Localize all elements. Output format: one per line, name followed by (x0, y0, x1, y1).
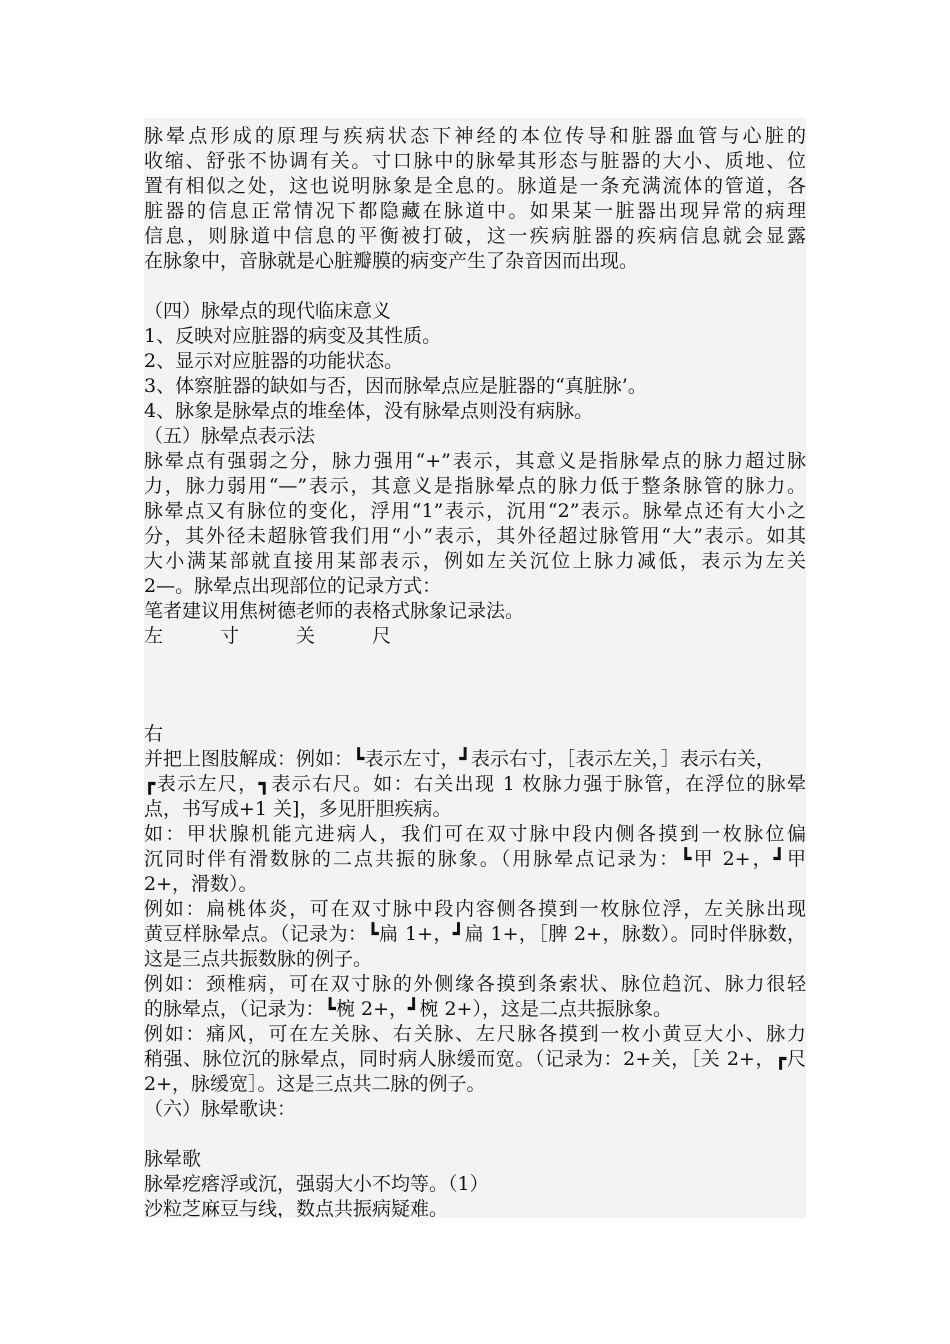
paragraph-line: 大小满某部就直接用某部表示，例如左关沉位上脉力减低，表示为左关 (144, 550, 806, 572)
paragraph-line: 置有相似之处，这也说明脉象是全息的。脉道是一条充满流体的管道，各 (144, 175, 806, 197)
paragraph-line: 在脉象中，音脉就是心脏瓣膜的病变产生了杂音因而出现。 (144, 250, 639, 272)
paragraph-line: 力，脉力弱用“—”表示，其意义是指脉晕点的脉力低于整条脉管的脉力。 (144, 475, 806, 497)
paragraph-line: 脉晕点又有脉位的变化，浮用“1”表示，沉用“2”表示。脉晕点还有大小之 (144, 500, 806, 522)
paragraph-line: 沉同时伴有滑数脉的二点共振的脉象。（用脉晕点记录为：┗甲 2+，┛甲 (144, 848, 806, 870)
paragraph-line: 稍强、脉位沉的脉晕点，同时病人脉缓而宽。（记录为：2+关，［关 2+，┏尺 (144, 1048, 806, 1070)
paragraph-line: 信息，则脉道中信息的平衡被打破，这一疾病脏器的疾病信息就会显露 (144, 225, 806, 247)
grid-label-cun: 寸 (220, 625, 240, 647)
paragraph-line: 点，书写成+1 关]，多见肝胆疾病。 (144, 798, 452, 820)
paragraph-line: 分，其外径未超脉管我们用“小”表示，其外径超过脉管用“大”表示。如其 (144, 525, 806, 547)
paragraph-line: 脉晕点有强弱之分，脉力强用“+”表示，其意义是指脉晕点的脉力超过脉 (144, 450, 806, 472)
pulse-grid-header (144, 624, 806, 649)
grid-label-chi: 尺 (372, 625, 392, 647)
paragraph-line: 2+，滑数）。 (144, 873, 258, 895)
grid-label-right: 右 (144, 723, 164, 745)
grid-label-left: 左 (144, 625, 164, 647)
paragraph-line: 脏器的信息正常情况下都隐藏在脉道中。如果某一脏器出现异常的病理 (144, 200, 806, 222)
blank-line (144, 274, 806, 299)
section-heading: （五）脉晕点表示法 (144, 425, 316, 447)
section-heading: （四）脉晕点的现代临床意义 (144, 300, 392, 322)
poem-title: 脉晕歌 (144, 1148, 202, 1170)
poem-line: 脉晕疙瘩浮或沉，强弱大小不均等。（1） (144, 1173, 489, 1195)
section-heading: （六）脉晕歌诀： (144, 1098, 297, 1120)
paragraph-line: 例如：扁桃体炎，可在双寸脉中段内容侧各摸到一枚脉位浮，左关脉出现 (144, 898, 806, 920)
blank-line (144, 1122, 806, 1147)
text-block (144, 118, 806, 1218)
paragraph-line: 脉晕点形成的原理与疾病状态下神经的本位传导和脏器血管与心脏的 (144, 125, 806, 147)
paragraph-line: 并把上图肢解成：例如：┗表示左寸，┛表示右寸，［表示左关，］表示右关， (144, 748, 775, 770)
paragraph-line: ┏表示左尺，┓表示右尺。如：右关出现 1 枚脉力强于脉管，在浮位的脉晕 (144, 773, 806, 795)
grid-label-guan: 关 (296, 625, 316, 647)
paragraph-line: 例如：痛风，可在左关脉、右关脉、左尺脉各摸到一枚小黄豆大小、脉力 (144, 1023, 806, 1045)
paragraph-line: 收缩、舒张不协调有关。寸口脉中的脉晕其形态与脏器的大小、质地、位 (144, 150, 806, 172)
list-item: 4、脉象是脉晕点的堆垒体，没有脉晕点则没有病脉。 (144, 400, 594, 422)
paragraph-line: 这是三点共振数脉的例子。 (144, 948, 373, 970)
paragraph-line: 如：甲状腺机能亢进病人，我们可在双寸脉中段内侧各摸到一枚脉位偏 (144, 823, 806, 845)
paragraph-line: 黄豆样脉晕点。（记录为：┗扁 1+，┛扁 1+，［脾 2+，脉数）。同时伴脉数， (144, 923, 806, 945)
blank-area (144, 649, 806, 722)
paragraph-line: 2—。脉晕点出现部位的记录方式： (144, 575, 442, 597)
list-item: 2、显示对应脏器的功能状态。 (144, 350, 404, 372)
paragraph-line: 笔者建议用焦树德老师的表格式脉象记录法。 (144, 600, 525, 622)
list-item: 3、体察脏器的缺如与否，因而脉晕点应是脏器的“真脏脉’。 (144, 375, 647, 397)
paragraph-line: 的脉晕点，（记录为：┗椀 2+，┛椀 2+），这是二点共振脉象。 (144, 998, 672, 1020)
poem-line: 沙粒芝麻豆与线，数点共振病疑难。 (144, 1198, 449, 1218)
list-item: 1、反映对应脏器的病变及其性质。 (144, 325, 442, 347)
paragraph-line: 例如：颈椎病，可在双寸脉的外侧缘各摸到条索状、脉位趋沉、脉力很轻 (144, 973, 806, 995)
paragraph-line: 2+，脉缓宽］。这是三点共二脉的例子。 (144, 1073, 486, 1095)
